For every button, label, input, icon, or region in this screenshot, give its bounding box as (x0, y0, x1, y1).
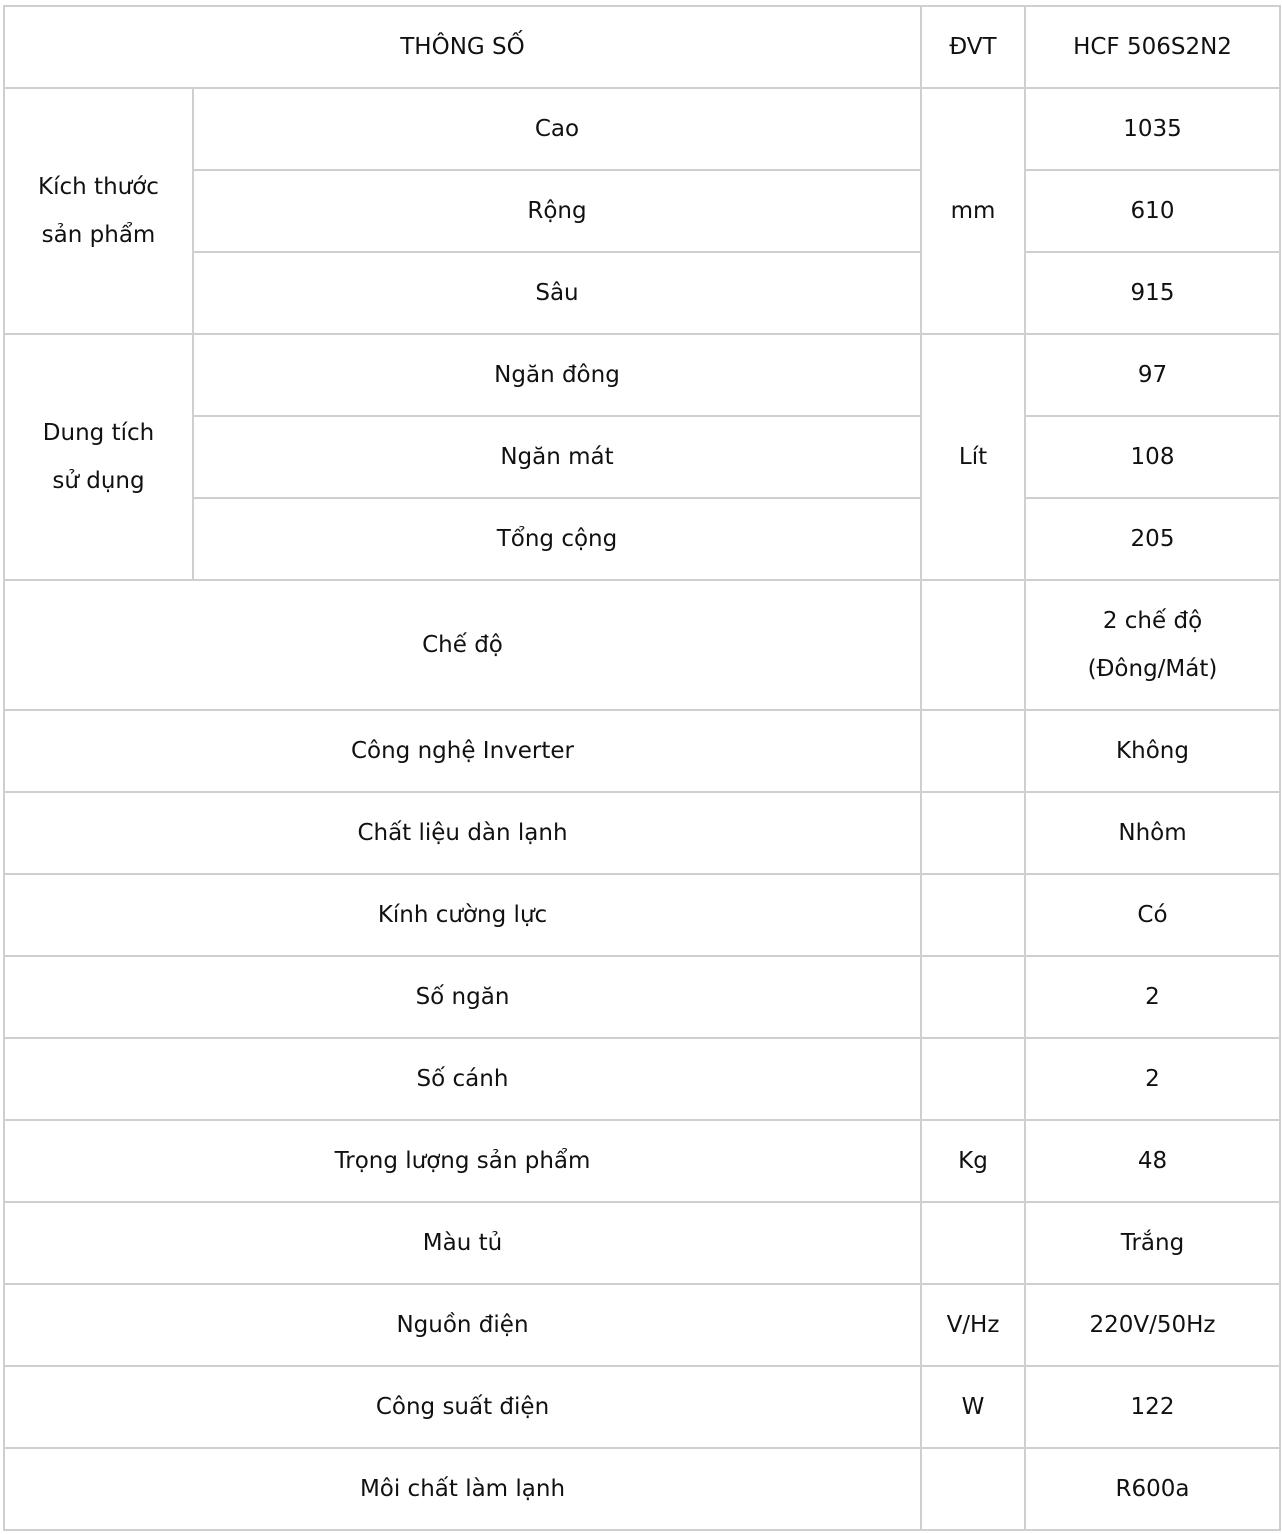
row-label: Kính cường lực (4, 874, 921, 956)
row-unit (921, 792, 1025, 874)
row-value: R600a (1025, 1448, 1280, 1530)
row-unit (921, 874, 1025, 956)
row-value: 122 (1025, 1366, 1280, 1448)
table-row (4, 1120, 1280, 1202)
row-label: Nguồn điện (4, 1284, 921, 1366)
row-value: 220V/50Hz (1025, 1284, 1280, 1366)
row-value (1025, 580, 1280, 710)
table-row (4, 956, 1280, 1038)
row-unit (921, 1202, 1025, 1284)
row-unit (921, 580, 1025, 710)
row-value: 2 (1025, 956, 1280, 1038)
group-label-capacity (4, 334, 193, 580)
group-unit-capacity: Lít (921, 334, 1025, 580)
row-label: Chế độ (4, 580, 921, 710)
row-unit (921, 710, 1025, 792)
row-value: Có (1025, 874, 1280, 956)
row-unit: Kg (921, 1120, 1025, 1202)
mode-value-line1: 2 chế độ (1102, 608, 1203, 634)
row-label: Chất liệu dàn lạnh (4, 792, 921, 874)
row-value: Trắng (1025, 1202, 1280, 1284)
row-label: Công suất điện (4, 1366, 921, 1448)
header-row (4, 6, 1280, 88)
row-value: Không (1025, 710, 1280, 792)
row-value: 108 (1025, 416, 1280, 498)
row-label: Ngăn đông (193, 334, 921, 416)
row-label: Rộng (193, 170, 921, 252)
group-label-line1: Kích thước (38, 174, 159, 200)
table-row (4, 792, 1280, 874)
group-unit-dimensions: mm (921, 88, 1025, 334)
group-label-line2: sản phẩm (41, 222, 156, 248)
header-parameter: THÔNG SỐ (4, 6, 921, 88)
row-label: Cao (193, 88, 921, 170)
row-label: Số ngăn (4, 956, 921, 1038)
row-label: Tổng cộng (193, 498, 921, 580)
mode-value-line2: (Đông/Mát) (1087, 656, 1218, 682)
table-row (4, 88, 1280, 170)
table-row (4, 1202, 1280, 1284)
table-row (4, 1284, 1280, 1366)
row-unit (921, 1038, 1025, 1120)
group-label-line1: Dung tích (42, 420, 155, 446)
row-value: 915 (1025, 252, 1280, 334)
row-value: Nhôm (1025, 792, 1280, 874)
table-row (4, 1448, 1280, 1530)
row-label: Công nghệ Inverter (4, 710, 921, 792)
row-label: Sâu (193, 252, 921, 334)
group-label-dimensions (4, 88, 193, 334)
header-unit: ĐVT (921, 6, 1025, 88)
table-row (4, 1038, 1280, 1120)
row-unit: V/Hz (921, 1284, 1025, 1366)
table-row (4, 334, 1280, 416)
table-row (4, 1366, 1280, 1448)
row-label: Màu tủ (4, 1202, 921, 1284)
row-value: 1035 (1025, 88, 1280, 170)
table-row-mode (4, 580, 1280, 710)
table-row (4, 874, 1280, 956)
table-row (4, 416, 1280, 498)
row-value: 205 (1025, 498, 1280, 580)
table-row (4, 710, 1280, 792)
row-unit (921, 956, 1025, 1038)
row-label: Số cánh (4, 1038, 921, 1120)
table-row (4, 170, 1280, 252)
row-value: 97 (1025, 334, 1280, 416)
row-label: Ngăn mát (193, 416, 921, 498)
header-model: HCF 506S2N2 (1025, 6, 1280, 88)
row-value: 48 (1025, 1120, 1280, 1202)
row-value: 610 (1025, 170, 1280, 252)
row-unit: W (921, 1366, 1025, 1448)
row-value: 2 (1025, 1038, 1280, 1120)
group-label-line2: sử dụng (52, 468, 145, 494)
row-label: Môi chất làm lạnh (4, 1448, 921, 1530)
spec-table (3, 5, 1281, 1531)
row-label: Trọng lượng sản phẩm (4, 1120, 921, 1202)
table-row (4, 498, 1280, 580)
row-unit (921, 1448, 1025, 1530)
table-row (4, 252, 1280, 334)
